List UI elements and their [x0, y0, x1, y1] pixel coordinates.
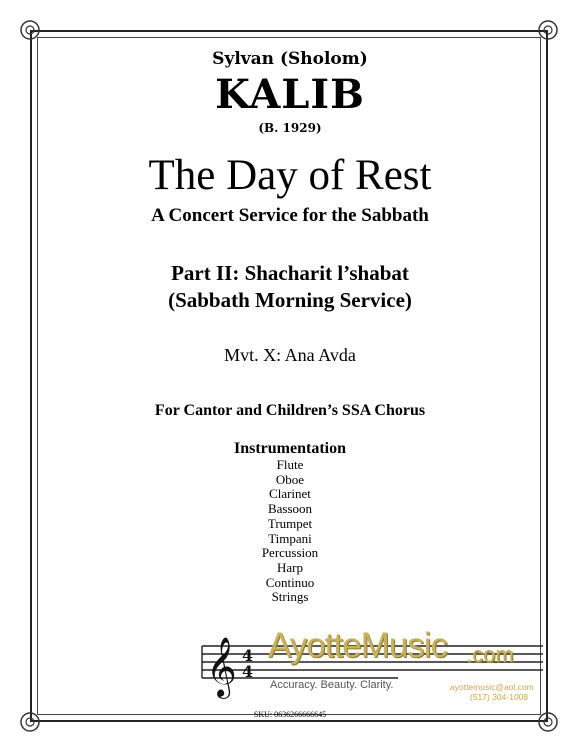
composer-surname: KALIB	[215, 71, 365, 118]
instrument-item: Continuo	[265, 574, 315, 590]
instrument-item: Trumpet	[267, 515, 313, 531]
instrument-item: Clarinet	[269, 486, 311, 502]
composer-name: Sylvan (Sholom)	[212, 49, 368, 69]
part-title: Part II: Shacharit l’shabat	[171, 261, 409, 285]
page-border-inner	[37, 37, 541, 715]
work-title: The Day of Rest	[148, 152, 432, 199]
movement-title: Mvt. X: Ana Avda	[224, 345, 356, 365]
part-subtitle: (Sabbath Morning Service)	[168, 288, 412, 312]
publisher-logo	[198, 622, 548, 700]
logo-wordmark: AyotteMusic	[268, 626, 447, 665]
instrument-item: Bassoon	[267, 501, 313, 517]
instrument-item: Timpani	[268, 530, 312, 546]
instrumentation-heading: Instrumentation	[233, 440, 346, 457]
composer-dates: (B. 1929)	[258, 121, 322, 135]
treble-clef-icon: 𝄞	[206, 637, 237, 697]
work-subtitle: A Concert Service for the Sabbath	[151, 205, 429, 226]
logo-domain-suffix: .com	[466, 642, 514, 667]
svg-text:4: 4	[242, 646, 254, 665]
instrument-item: Strings	[271, 589, 309, 605]
corner-ornament-icon	[19, 19, 41, 41]
scoring-line: For Cantor and Children’s SSA Chorus	[154, 402, 426, 419]
instrument-item: Flute	[276, 457, 304, 472]
logo-tagline: Accuracy. Beauty. Clarity.	[270, 679, 394, 691]
instrument-item: Percussion	[261, 545, 319, 561]
sku-label: SKU: 0636266666645	[253, 710, 327, 719]
publisher-email: ayottemusic@aol.com	[450, 682, 534, 692]
corner-ornament-icon	[537, 19, 559, 41]
instrument-item: Harp	[277, 559, 303, 575]
svg-text:4: 4	[242, 662, 254, 681]
instrumentation-list	[0, 458, 580, 605]
instrument-item: Oboe	[275, 471, 305, 487]
publisher-phone: (517) 304-1008	[470, 692, 529, 702]
